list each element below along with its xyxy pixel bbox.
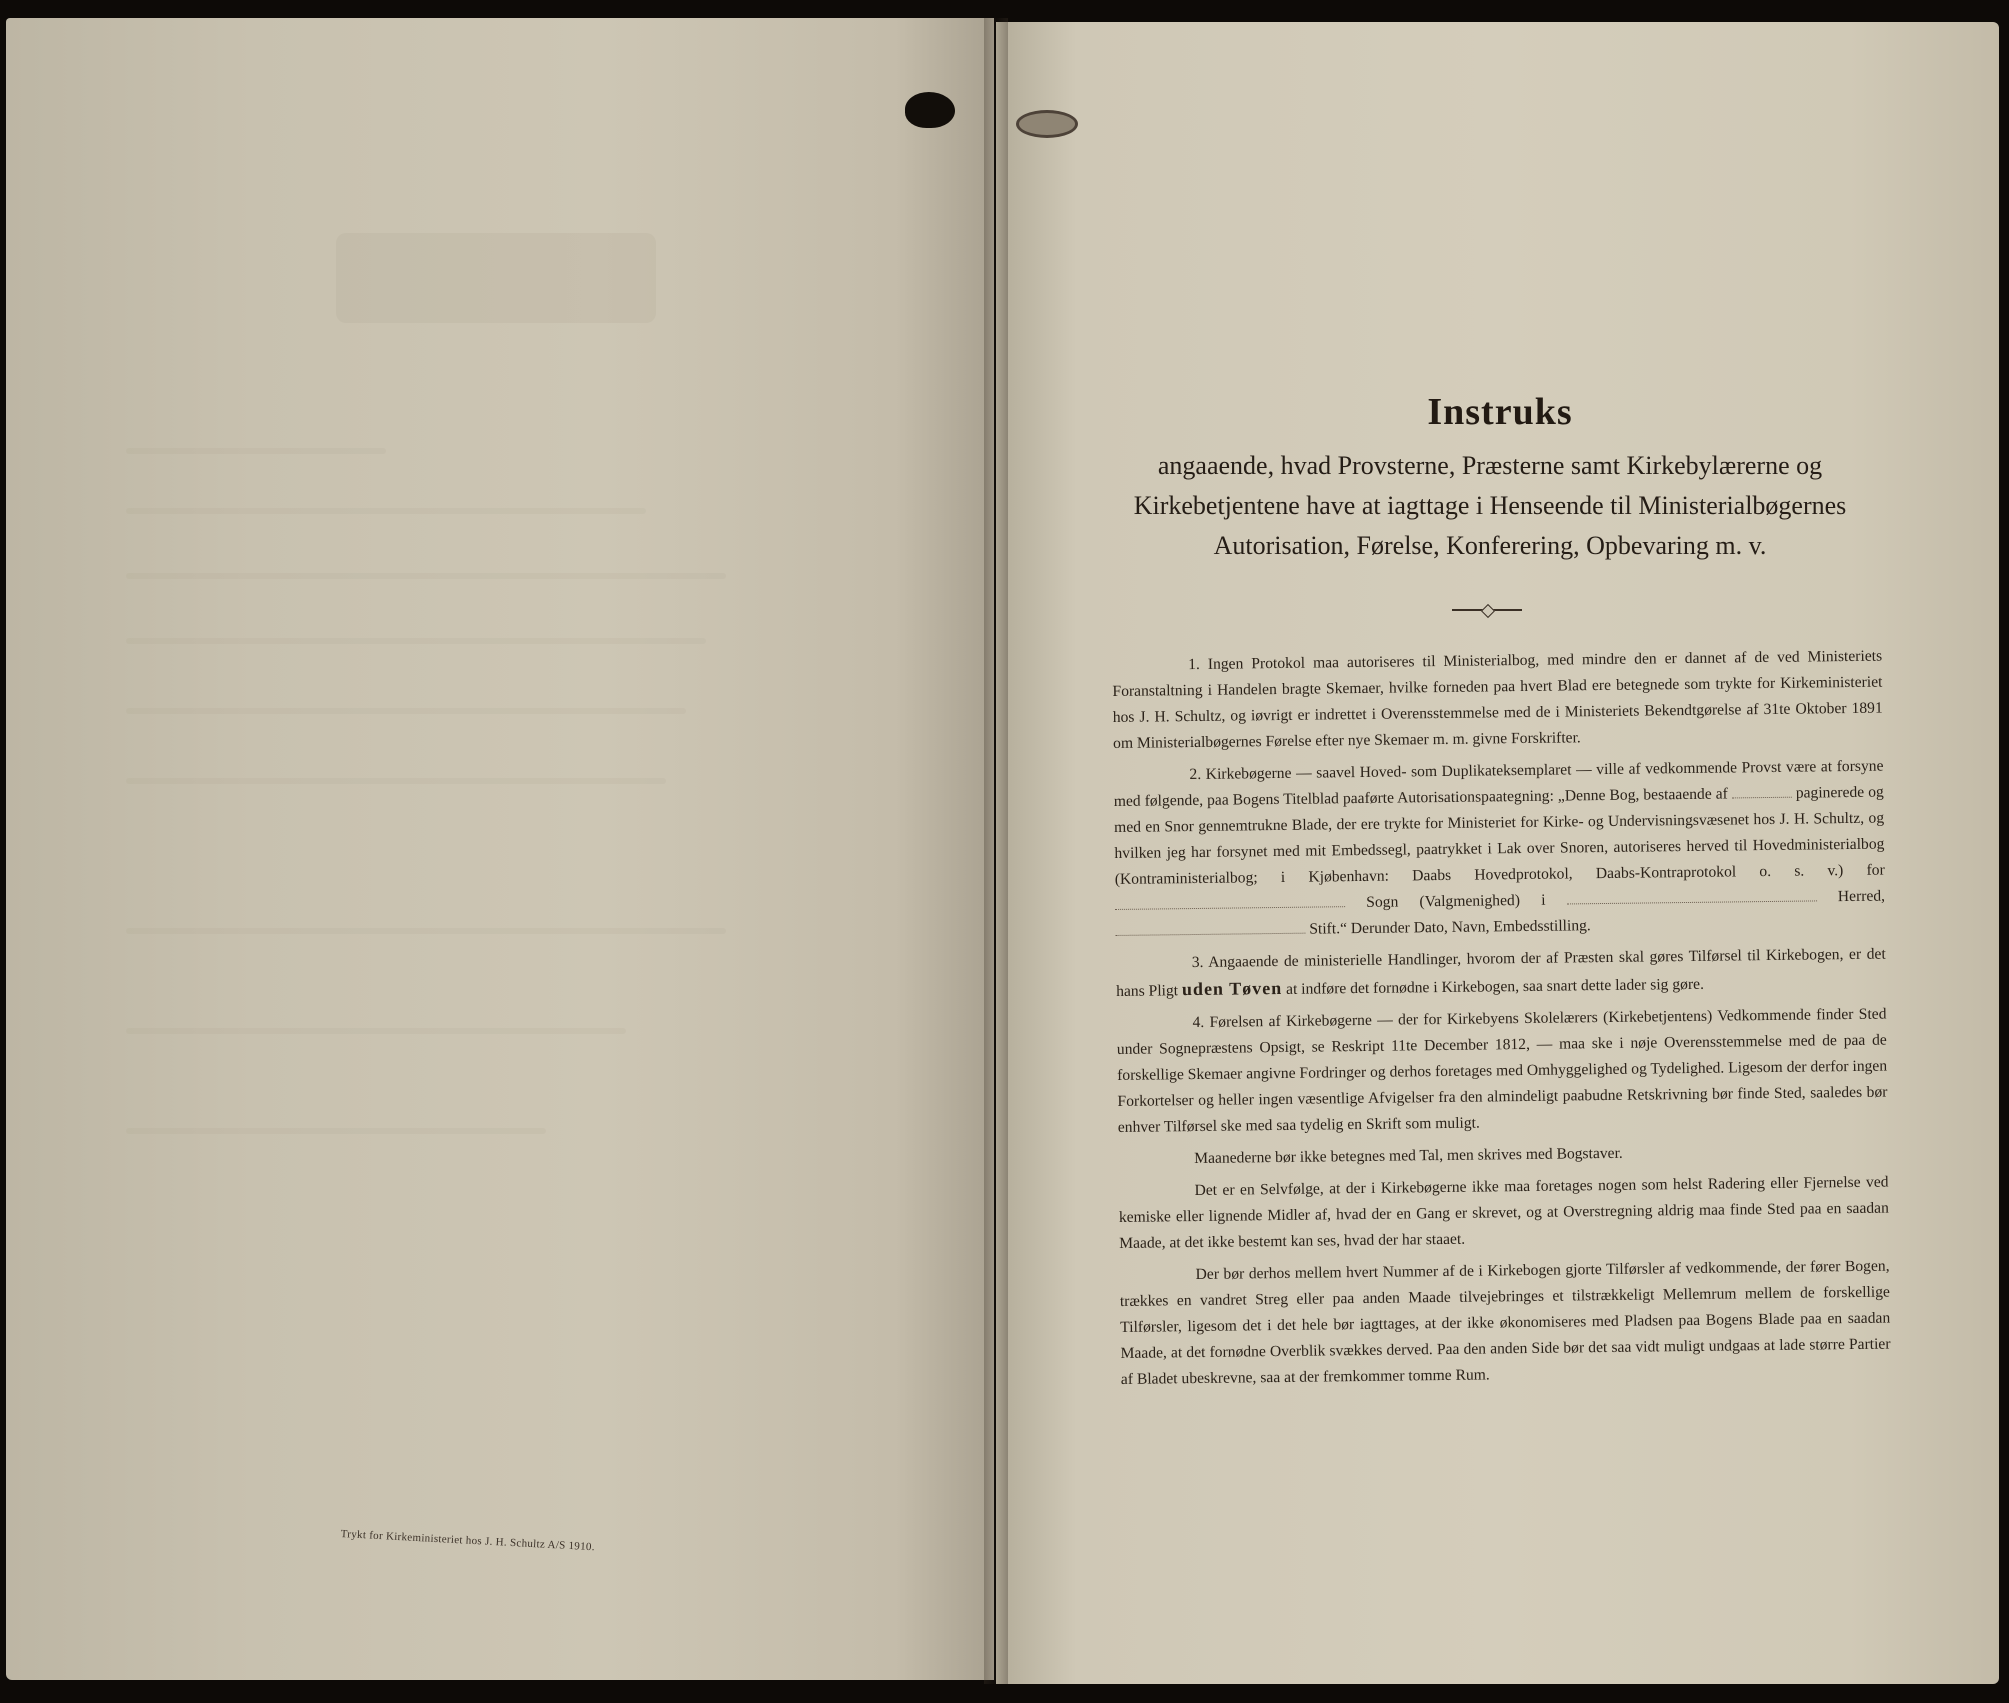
bleed-through-line (126, 573, 726, 579)
bleed-through-line (126, 778, 666, 784)
paragraph-2-text: Stift.“ Derunder Dato, Navn, Embedsstilling. (1309, 917, 1591, 938)
paragraph-2-text: Sogn (Valgmenighed) i (1366, 891, 1546, 911)
paragraph-4: 4. Førelsen af Kirkebøgerne — der for Kirkebyens Skolelærers (Kirkebetjentens) Vedkommende finder Sted under Sognepræstens Opsigt, se Reskript 11te December 1812, — maa ske i nøje Overensstemmelse med de paa de forskellige Skemaer angivne Fordringer og derhos foretages med Omhyggelighed og Tydelighed. Ligesom der derfor ingen Forkortelser og heller ingen væsentlige Afvigelser fra den almindeligt paabudne Retskrivning bør finde Sted, saaledes bør enhver Tilførsel ske med saa tydelig en Skrift som muligt. (1116, 1005, 1888, 1136)
paragraph-3 (1116, 942, 1887, 1005)
binding-thread-hole (905, 92, 955, 128)
printer-imprint: Trykt for Kirkeministeriet hos J. H. Schultz A/S 1910. (340, 1528, 596, 1554)
blank-fill-line (1115, 894, 1345, 910)
paragraph-1: 1. Ingen Protokol maa autoriseres til Ministerialbog, med mindre den er dannet af de ved Ministeriets Foranstaltning i Handelen bragte Skemaer, hvilke forneden paa hvert Blad ere betegnede som trykte for Kirkeministeriet hos J. H. Schultz, og iøvrigt er indrettet i Overensstemmelse med de i Ministeriets Bekendtgørelse af 31te Oktober 1891 om Ministerialbøgernes Førelse efter nye Skemaer m. m. givne Forskrifter. (1112, 647, 1883, 752)
binding-thread-knot (1016, 110, 1078, 138)
bleed-through-line (126, 708, 686, 714)
bleed-through-line (126, 1128, 546, 1134)
blank-fill-line (1115, 921, 1305, 936)
document-title: Instruks (1427, 391, 1573, 433)
paragraph-2-text: paginerede og med en Snor gennemtrukne Blade, der ere trykte for Ministeriet for Kirke- og Undervisningsvæsenet hos J. H. Schultz, og hvilken jeg har forsynet med mit Embedssegl, paatrykket i Lak over Snoren, autoriseres herved til Hovedministerialbog (Kontraministerialbog; i Kjøbenhavn: Daabs Hovedprotokol, Daabs-Kontraprotokol o. s. v.) for (1114, 783, 1885, 888)
paragraph-2-text: 2. Kirkebøgerne — saavel Hoved- som Duplikateksemplaret — ville af vedkommende Provst være at forsyne med følgende, paa Bogens Titelblad paaførte Autorisationspaategning: „Denne Bog, bestaaende af (1113, 757, 1884, 810)
paragraph-2 (1113, 754, 1885, 945)
emphasis-text: uden Tøven (1181, 977, 1283, 1000)
bleed-through-line (126, 1028, 626, 1034)
left-page (6, 18, 994, 1680)
book-gutter (984, 18, 1008, 1684)
paragraph-5: Maanederne bør ikke betegnes med Tal, men skrives med Bogstaver. (1194, 1144, 1623, 1168)
subtitle-line: angaaende, hvad Provsterne, Præsterne samt Kirkebylærerne og (1157, 451, 1823, 480)
instruction-body (1112, 644, 1891, 1399)
blank-fill-line (1567, 888, 1817, 904)
subtitle-line: Kirkebetjentene have at iagttage i Henseende til Ministerialbøgernes (1133, 491, 1847, 520)
paragraph-6: Det er en Selvfølge, at der i Kirkebøgerne ikke maa foretages nogen som helst Radering eller Fjernelse ved kemiske eller lignende Midler af, hvad der en Gang er skrevet, og at Overstregning aldrig maa finde Sted paa en saadan Maade, at det ikke bestemt kan ses, hvad der har staaet. (1118, 1173, 1889, 1252)
subtitle-line: Autorisation, Førelse, Konferering, Opbevaring m. v. (1213, 531, 1767, 560)
ornamental-divider (1452, 605, 1522, 615)
bleed-through-line (126, 508, 646, 514)
paragraph-7: Der bør derhos mellem hvert Nummer af de i Kirkebogen gjorte Tilførsler af vedkommende, der fører Bogen, trækkes en vandret Streg eller paa anden Maade tilvejebringes et tilstrækkeligt Mellemrum mellem de forskellige Tilførsler, ligesom det i det hele bør iagttages, at der ikke økonomiseres med Pladsen paa Bogens Blade paa en saadan Maade, at det fornødne Overblik svækkes derved. Paa den anden Side bør det saa vidt muligt undgaas at lade større Partier af Bladet ubeskrevne, saa at der fremkommer tomme Rum. (1119, 1257, 1891, 1388)
bleed-through-heading (336, 233, 656, 323)
bleed-through-line (126, 638, 706, 644)
blank-fill-line (1732, 785, 1792, 799)
bleed-through-line (126, 448, 386, 454)
paragraph-3-text: 3. Angaaende de ministerielle Handlinger, hvorom der af Præsten skal gøres Tilførsel til Kirkebogen, er det hans Pligt (1116, 945, 1886, 1000)
paragraph-3-text: at indføre det fornødne i Kirkebogen, saa snart dette lader sig gøre. (1285, 975, 1705, 998)
document-subtitle (1100, 446, 1880, 566)
bleed-through-line (126, 928, 726, 934)
paragraph-2-text: Herred, (1837, 887, 1886, 906)
